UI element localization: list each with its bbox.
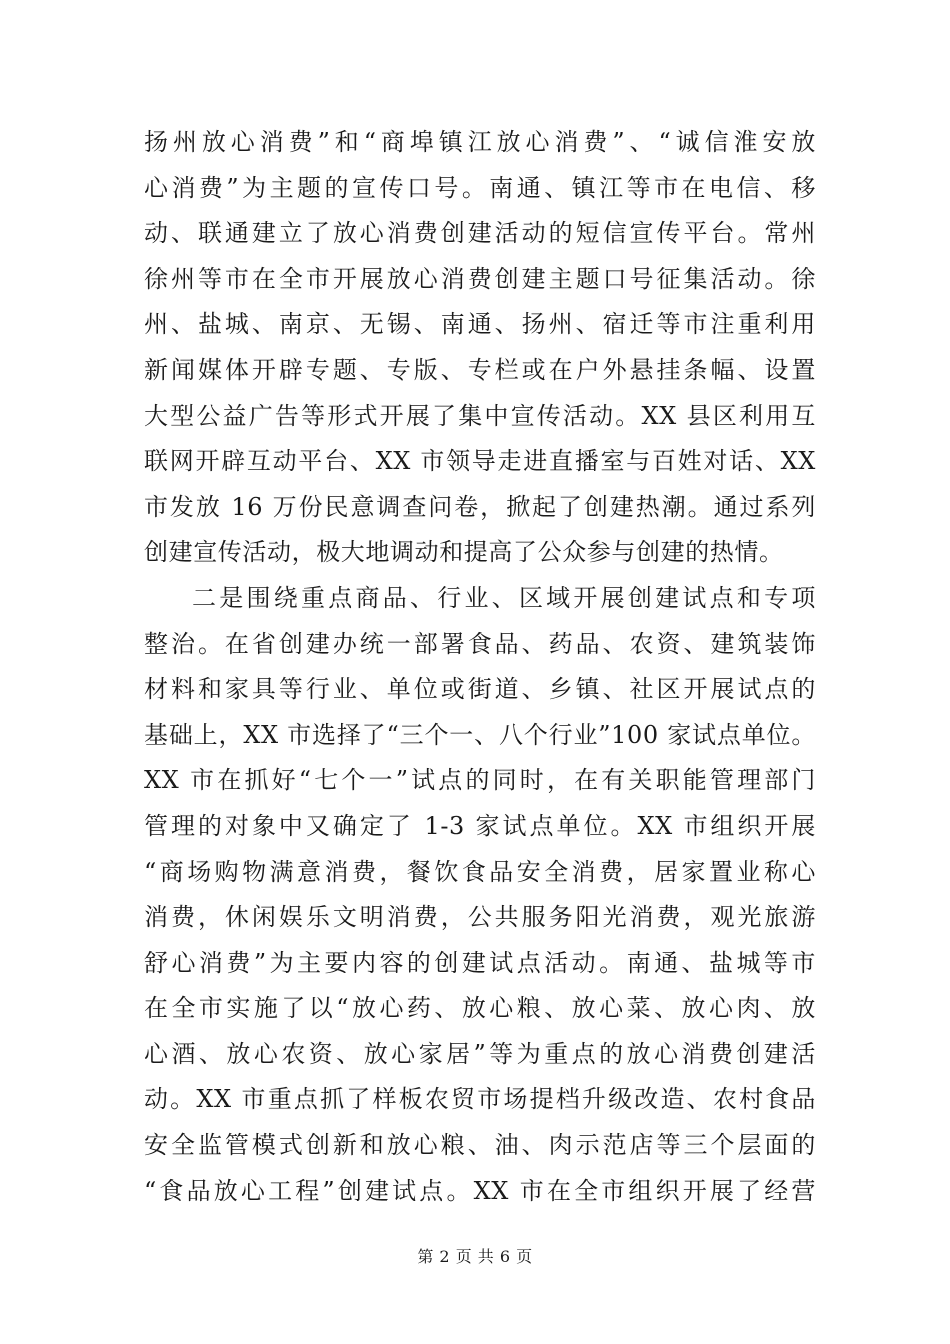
text-line: “食品放心工程”创建试点。XX 市在全市组织开展了经营 [144,1176,816,1205]
text-line: 市发放 16 万份民意调查问卷，掀起了创建热潮。通过系列 [144,492,816,521]
text-line: 州、盐城、南京、无锡、南通、扬州、宿迁等市注重利用 [144,310,816,339]
text-line: 心酒、放心农资、放心家居”等为重点的放心消费创建活 [144,1039,816,1068]
text-line: 大型公益广告等形式开展了集中宣传活动。XX 县区利用互 [144,401,816,430]
text-line: 心消费”为主题的宣传口号。南通、镇江等市在电信、移 [144,173,816,202]
page-footer [0,1244,950,1267]
text-line: 基础上，XX 市选择了“三个一、八个行业”100 家试点单位。 [144,720,816,749]
text-line: 动。XX 市重点抓了样板农贸市场提档升级改造、农村食品 [144,1085,816,1114]
text-line: 扬州放心消费”和“商埠镇江放心消费”、“诚信淮安放 [144,128,816,156]
text-line: “商场购物满意消费，餐饮食品安全消费，居家置业称心 [144,857,816,886]
text-line: 徐州等市在全市开展放心消费创建主题口号征集活动。徐 [144,264,816,293]
text-line: 材料和家具等行业、单位或街道、乡镇、社区开展试点的 [144,675,816,704]
paragraph-start-line: 二是围绕重点商品、行业、区域开展创建试点和专项 [192,583,816,612]
text-line: 创建宣传活动，极大地调动和提高了公众参与创建的热情。 [144,538,784,567]
body-text [144,120,816,1214]
text-line: 消费，休闲娱乐文明消费，公共服务阳光消费，观光旅游 [144,903,816,932]
page-number-label: 第 2 页 共 6 页 [417,1247,533,1266]
text-line: 联网开辟互动平台、XX 市领导走进直播室与百姓对话、XX [144,447,816,476]
text-line: 舒心消费”为主要内容的创建试点活动。南通、盐城等市 [144,948,816,977]
text-line: 在全市实施了以“放心药、放心粮、放心菜、放心肉、放 [144,994,816,1023]
text-line: 整治。在省创建办统一部署食品、药品、农资、建筑装饰 [144,629,816,658]
text-line: 管理的对象中又确定了 1-3 家试点单位。XX 市组织开展 [144,811,816,840]
text-line: XX 市在抓好“七个一”试点的同时，在有关职能管理部门 [144,766,816,795]
text-line: 安全监管模式创新和放心粮、油、肉示范店等三个层面的 [144,1131,816,1160]
text-line: 动、联通建立了放心消费创建活动的短信宣传平台。常州 [144,219,816,248]
text-line: 新闻媒体开辟专题、专版、专栏或在户外悬挂条幅、设置 [144,355,816,384]
